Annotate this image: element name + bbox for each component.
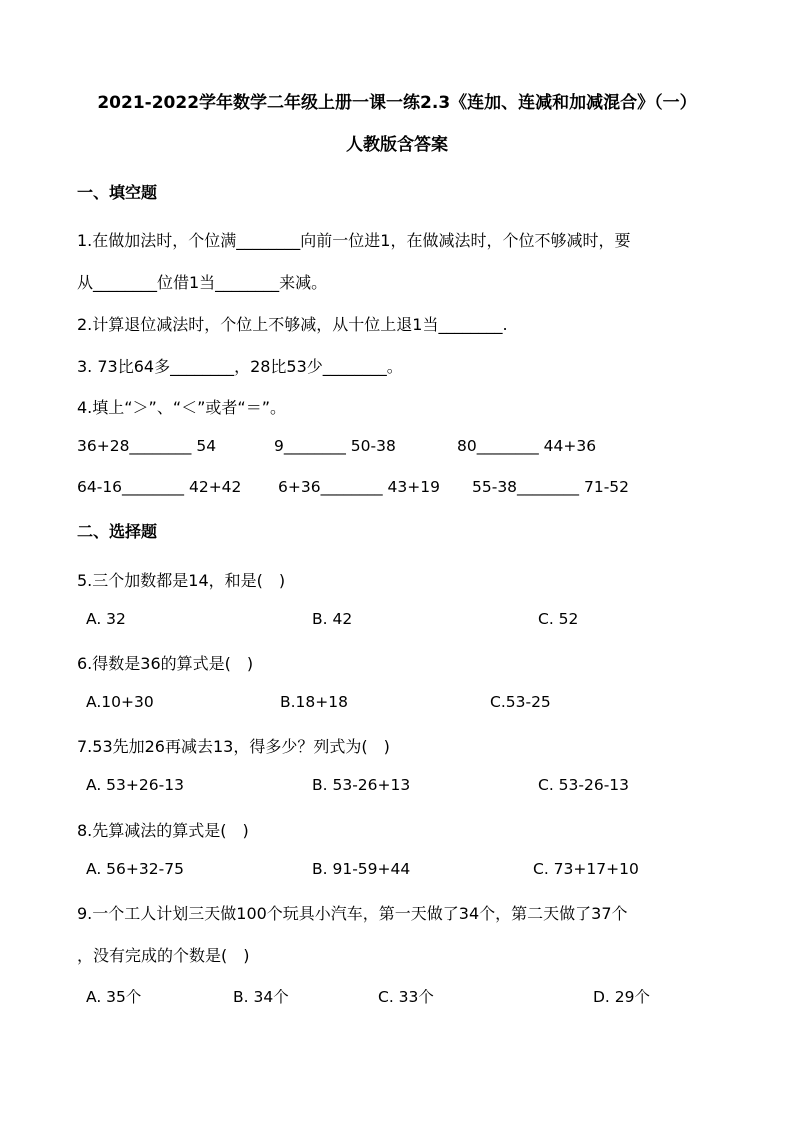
question-6: 6.得数是36的算式是( )	[77, 654, 254, 673]
question-2: 2.计算退位减法时，个位上不够减，从十位上退1当________.	[77, 315, 508, 334]
option-c: C. 53-26-13	[538, 776, 630, 794]
option-c: C.53-25	[490, 693, 551, 711]
document-subtitle: 人教版含答案	[346, 135, 448, 155]
option-b: B. 34个	[233, 988, 289, 1006]
compare-item: 6+36________ 43+19	[278, 478, 440, 496]
option-c: C. 33个	[378, 988, 434, 1006]
option-b: B. 42	[312, 610, 353, 628]
option-a: A.10+30	[86, 693, 154, 711]
option-b: B. 53-26+13	[312, 776, 411, 794]
option-a: A. 56+32-75	[86, 860, 184, 878]
compare-item: 9________ 50-38	[274, 437, 396, 455]
question-4: 4.填上“＞”、“＜”或者“＝”。	[77, 398, 287, 417]
question-9-line-1: 9.一个工人计划三天做100个玩具小汽车，第一天做了34个，第二天做了37个	[77, 904, 628, 923]
option-b: B.18+18	[280, 693, 348, 711]
option-c: C. 73+17+10	[533, 860, 639, 878]
compare-item: 64-16________ 42+42	[77, 478, 242, 496]
question-3: 3. 73比64多________，28比53少________。	[77, 357, 403, 376]
compare-item: 55-38________ 71-52	[472, 478, 630, 496]
option-c: C. 52	[538, 610, 579, 628]
compare-item: 36+28________ 54	[77, 437, 217, 455]
question-1-line-2: 从________位借1当________来减。	[77, 273, 328, 292]
question-1-line-1: 1.在做加法时，个位满________向前一位进1，在做减法时，个位不够减时，要	[77, 231, 631, 250]
question-8: 8.先算减法的算式是( )	[77, 821, 249, 840]
question-5: 5.三个加数都是14，和是( )	[77, 571, 286, 590]
section-heading-fill-blank: 一、填空题	[77, 183, 158, 202]
question-7: 7.53先加26再减去13，得多少？列式为( )	[77, 737, 390, 756]
option-b: B. 91-59+44	[312, 860, 411, 878]
compare-item: 80________ 44+36	[457, 437, 597, 455]
option-a: A. 53+26-13	[86, 776, 184, 794]
document-title: 2021-2022学年数学二年级上册一课一练2.3《连加、连减和加减混合》（一）	[97, 93, 697, 113]
option-d: D. 29个	[593, 988, 651, 1006]
section-heading-multiple-choice: 二、选择题	[77, 522, 158, 541]
option-a: A. 32	[86, 610, 126, 628]
question-9-line-2: ，没有完成的个数是( )	[77, 946, 250, 965]
option-a: A. 35个	[86, 988, 142, 1006]
